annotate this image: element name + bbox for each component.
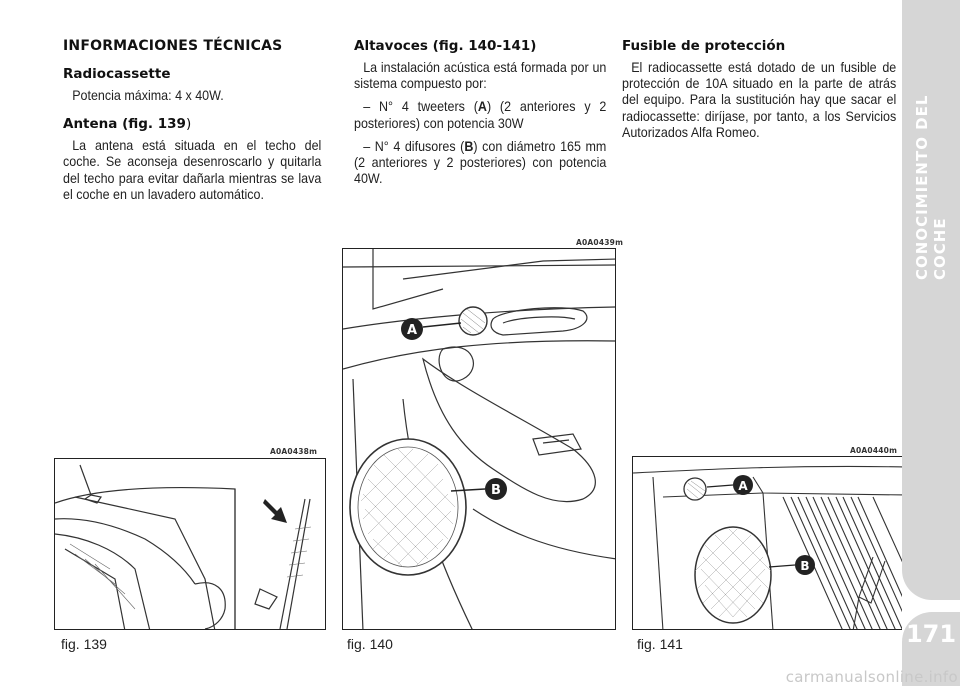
antenna-illustration bbox=[55, 459, 326, 630]
radio-text: Potencia máxima: 4 x 40W. bbox=[72, 88, 224, 103]
arrow-icon bbox=[263, 499, 287, 523]
rear-speaker-illustration bbox=[633, 457, 906, 630]
speakers-item-a bbox=[354, 99, 606, 131]
item-a-pre: – N° 4 tweeters ( bbox=[363, 99, 478, 115]
column-right bbox=[622, 38, 898, 148]
figure-141 bbox=[632, 456, 906, 630]
column-middle bbox=[354, 38, 608, 194]
fig139-code: A0A0438m bbox=[270, 447, 318, 456]
fuse-title: Fusible de protección bbox=[622, 38, 786, 54]
antenna-title-main: Antena (fig. 139 bbox=[63, 116, 186, 133]
column-left bbox=[63, 38, 323, 210]
antenna-title-close: ) bbox=[185, 116, 192, 133]
item-a-letter: A bbox=[477, 99, 487, 115]
item-a-post: ) (2 anteriores y 2 posteriores) con potencia 30W bbox=[354, 99, 607, 131]
speakers-item-b bbox=[354, 139, 606, 188]
fig140-code: A0A0439m bbox=[576, 238, 624, 247]
fig140-label: fig. 140 bbox=[347, 636, 393, 652]
chapter-sidebar bbox=[902, 0, 960, 686]
watermark: carmanualsonline.info bbox=[785, 668, 958, 686]
item-b-pre: – N° 4 difusores ( bbox=[363, 138, 465, 154]
chapter-title: CONOCIMIENTO DEL COCHE bbox=[913, 94, 949, 280]
callout-b: B bbox=[491, 483, 501, 498]
figure-140 bbox=[342, 248, 616, 630]
callout-b: B bbox=[800, 559, 810, 573]
page-number: 171 bbox=[905, 620, 957, 648]
speakers-intro: La instalación acústica está formada por un sistema compuesto por: bbox=[354, 60, 607, 92]
callout-a: A bbox=[738, 479, 748, 493]
woofer-icon bbox=[695, 527, 771, 623]
item-b-letter: B bbox=[464, 138, 474, 154]
fuse-text: El radiocassette está dotado de un fusible de protección de 10A situado en la parte de atrás del equipo. Para la sustitución hay que sacar el radiocassette: diríjase, por tanto, a los Servicios Autorizados Alfa Romeo. bbox=[622, 60, 897, 140]
figure-139 bbox=[54, 458, 326, 630]
callout-a: A bbox=[406, 323, 418, 338]
antenna-text: La antena está situada en el techo del coche. Se aconseja desenroscarlo y quitarla del techo para evitar dañarla mientras se lava el coche en un lavadero automático. bbox=[63, 138, 322, 202]
fig139-label: fig. 139 bbox=[61, 636, 107, 652]
section-heading: INFORMACIONES TÉCNICAS bbox=[63, 38, 283, 54]
item-b-post: ) con diámetro 165 mm (2 anteriores y 2 posteriores) con potencia 40W. bbox=[354, 138, 607, 187]
antenna-title bbox=[63, 116, 323, 132]
speakers-title: Altavoces (fig. 140-141) bbox=[354, 38, 537, 54]
fig141-label: fig. 141 bbox=[637, 636, 683, 652]
door-speaker-illustration bbox=[343, 249, 616, 630]
fig141-code: A0A0440m bbox=[850, 446, 898, 455]
chapter-tab bbox=[902, 0, 960, 600]
radio-title: Radiocassette bbox=[63, 66, 171, 82]
